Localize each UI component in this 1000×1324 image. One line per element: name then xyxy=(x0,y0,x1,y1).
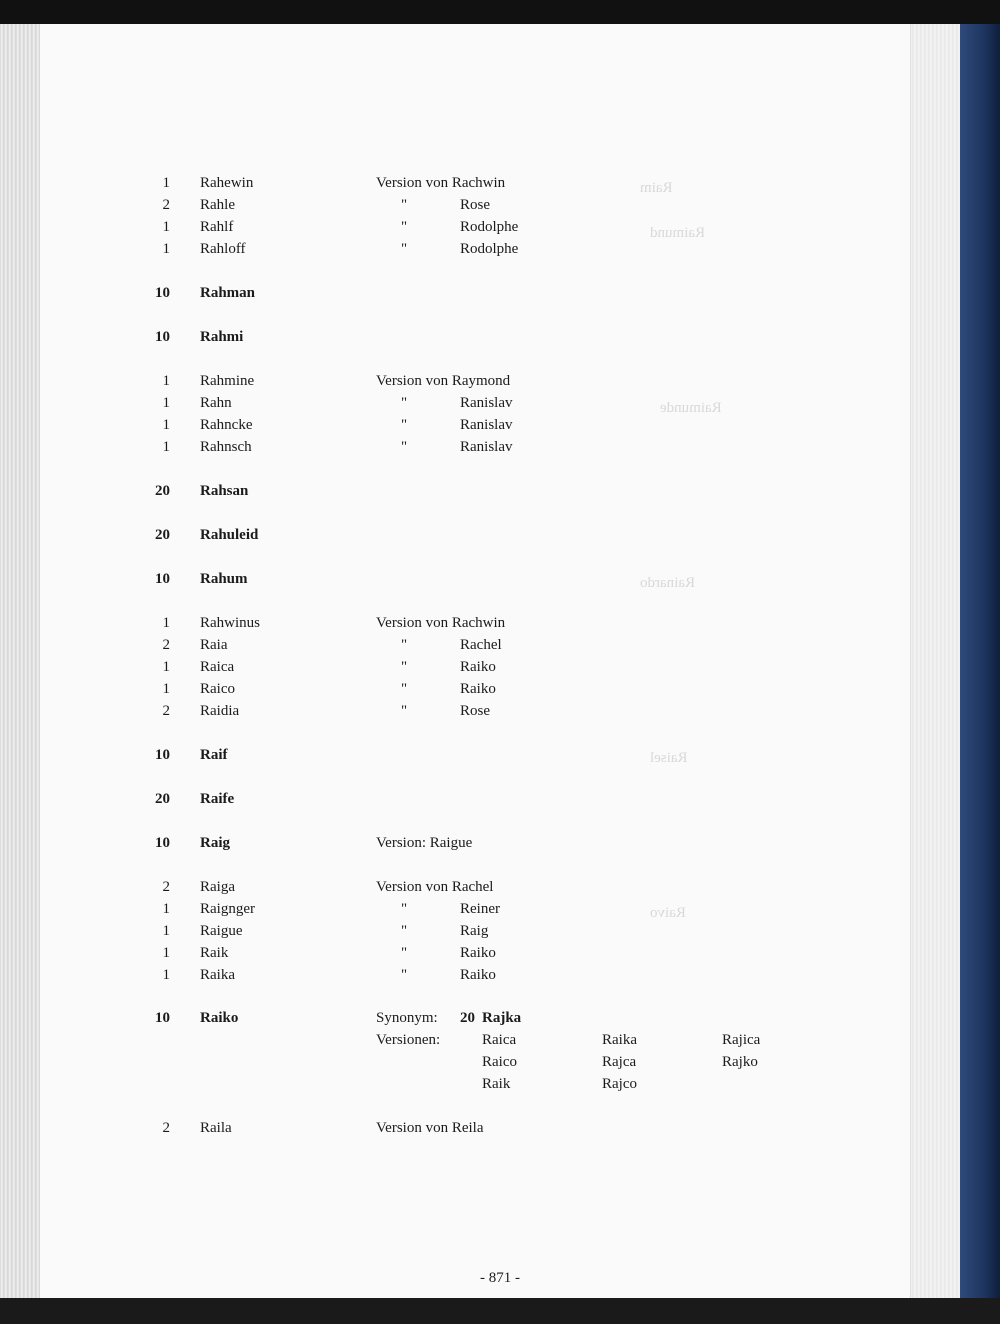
entry-row xyxy=(0,172,1000,194)
entry-variant: Rodolphe xyxy=(460,241,519,257)
version-name: Rajca xyxy=(602,1054,637,1070)
entry-name: Raica xyxy=(200,659,235,675)
entry-name: Raidia xyxy=(200,703,240,719)
entry-count: 1 xyxy=(162,659,170,675)
entry-name: Raig xyxy=(200,835,230,851)
ditto-mark: " xyxy=(401,395,408,411)
entry-row xyxy=(0,656,1000,678)
entry-count: 20 xyxy=(155,791,170,807)
version-name: Raico xyxy=(482,1054,517,1070)
entry-count: 2 xyxy=(162,879,170,895)
entry-row xyxy=(0,480,1000,502)
entry-row xyxy=(0,1117,1000,1139)
entry-row xyxy=(0,568,1000,590)
entry-row xyxy=(0,238,1000,260)
entry-name: Rahloff xyxy=(200,241,246,257)
entry-name: Rahlf xyxy=(200,219,234,235)
version-name: Raika xyxy=(602,1032,637,1048)
entry-row xyxy=(0,194,1000,216)
entry-description: Version von Rachel xyxy=(376,879,494,895)
entry-name: Raika xyxy=(200,967,235,983)
entry-name: Raif xyxy=(200,747,228,763)
entry-name: Raigue xyxy=(200,923,243,939)
entry-row xyxy=(0,964,1000,986)
entry-row xyxy=(0,436,1000,458)
entry-name: Rahum xyxy=(200,571,248,587)
entry-name: Raia xyxy=(200,637,228,653)
entry-name: Raico xyxy=(200,681,235,697)
entry-variant: Rodolphe xyxy=(460,219,519,235)
entry-name: Raignger xyxy=(200,901,255,917)
entry-count: 2 xyxy=(162,1120,170,1136)
entry-description: Synonym: xyxy=(376,1010,438,1026)
version-name: Raica xyxy=(482,1032,517,1048)
entry-variant: Raiko xyxy=(460,967,496,983)
entry-name: Rahnsch xyxy=(200,439,252,455)
entry-name: Raife xyxy=(200,791,235,807)
ditto-mark: " xyxy=(401,923,408,939)
entry-variant: Rose xyxy=(460,197,490,213)
entry-name: Raila xyxy=(200,1120,232,1136)
entry-name: Raiko xyxy=(200,1010,239,1026)
versionen-col1 xyxy=(482,1029,517,1095)
ditto-mark: " xyxy=(401,439,408,455)
entry-count: 10 xyxy=(155,571,170,587)
entry-row xyxy=(0,788,1000,810)
synonym-name: Rajka xyxy=(482,1010,522,1026)
version-name: Rajica xyxy=(722,1032,761,1048)
entry-row xyxy=(0,744,1000,766)
versionen-col3 xyxy=(722,1029,760,1073)
entry-variant: Ranislav xyxy=(460,417,513,433)
entry-count: 1 xyxy=(162,241,170,257)
entry-count: 1 xyxy=(162,967,170,983)
entry-variant: Rose xyxy=(460,703,490,719)
entry-count: 1 xyxy=(162,901,170,917)
entry-name: Rahncke xyxy=(200,417,253,433)
entry-row xyxy=(0,898,1000,920)
version-name: Rajko xyxy=(722,1054,758,1070)
version-name: Rajco xyxy=(602,1076,637,1092)
entry-name: Rahwinus xyxy=(200,615,260,631)
entry-row xyxy=(0,634,1000,656)
ditto-mark: " xyxy=(401,901,408,917)
entry-count: 10 xyxy=(155,329,170,345)
entry-row xyxy=(0,942,1000,964)
entry-count: 1 xyxy=(162,417,170,433)
entry-count: 10 xyxy=(155,285,170,301)
entry-row xyxy=(0,326,1000,348)
entry-count: 1 xyxy=(162,945,170,961)
entry-variant: Rachel xyxy=(460,637,502,653)
entry-name: Rahle xyxy=(200,197,235,213)
entry-description: Version: Raigue xyxy=(376,835,473,851)
entry-count: 2 xyxy=(162,197,170,213)
entry-name: Raik xyxy=(200,945,229,961)
ditto-mark: " xyxy=(401,659,408,675)
ditto-mark: " xyxy=(401,241,408,257)
entry-name: Rahewin xyxy=(200,175,254,191)
versionen-col2 xyxy=(602,1029,637,1095)
entry-variant: Ranislav xyxy=(460,395,513,411)
raiko-synonym-row xyxy=(0,1007,1000,1029)
entry-count: 1 xyxy=(162,219,170,235)
entry-count: 1 xyxy=(162,395,170,411)
entry-name: Rahuleid xyxy=(200,527,259,543)
entry-count: 2 xyxy=(162,637,170,653)
entry-name: Rahmi xyxy=(200,329,244,345)
entry-row xyxy=(0,678,1000,700)
entry-description: Version von Raymond xyxy=(376,373,511,389)
entry-variant: Raiko xyxy=(460,945,496,961)
entry-variant: Raiko xyxy=(460,659,496,675)
entry-count: 1 xyxy=(162,615,170,631)
entry-name: Raiga xyxy=(200,879,235,895)
entry-variant: Reiner xyxy=(460,901,500,917)
entry-variant: Raig xyxy=(460,923,489,939)
entry-name: Rahn xyxy=(200,395,232,411)
entry-count: 1 xyxy=(162,681,170,697)
entry-count: 1 xyxy=(162,439,170,455)
entry-row xyxy=(0,700,1000,722)
entry-row xyxy=(0,216,1000,238)
entry-variant: Raiko xyxy=(460,681,496,697)
entry-row xyxy=(0,524,1000,546)
entry-row xyxy=(0,392,1000,414)
entry-count: 20 xyxy=(155,483,170,499)
entry-name: Rahman xyxy=(200,285,256,301)
entry-row xyxy=(0,370,1000,392)
entry-count: 20 xyxy=(155,527,170,543)
entry-count: 1 xyxy=(162,923,170,939)
ditto-mark: " xyxy=(401,197,408,213)
synonym-count: 20 xyxy=(460,1010,475,1026)
entry-description: Version von Reila xyxy=(376,1120,484,1136)
entry-description: Version von Rachwin xyxy=(376,175,506,191)
entry-name: Rahmine xyxy=(200,373,255,389)
book-photo: Raim Raimund Raimunde Rainardo Raisel Raivo 1 Rahewin Version von Rachwin 2 Rahle " Rose 1 Rahlf " Rodolphe 1 Rahloff " Rodolphe 10 Rahman 10 Rahmi 1 Rahmine Version von Raymond 1 Rahn " Ranislav 1 Rahncke " Ranislav 1 Rahnsch " Ranislav 20 Rahsan 20 Rahuleid 10 Rahum 1 Rahwinus Version von Rachwin 2 Raia " Rachel 1 Raica " Raiko 1 Raico " Raiko 2 Raidia " Rose 10 Raif 20 Raife 10 Raig Version: Raigue 2 Raiga Version von Rachel 1 Raignger " Reiner 1 Raigue " Raig 1 Raik " Raiko 1 Raika " Raiko 10 Raiko Synonym: 2 Raila Version von Reila 20 Rajka Versionen: Raica Raico Raik Raika Rajca Rajco Rajica Rajko - 871 - xyxy=(0,0,1000,1324)
ditto-mark: " xyxy=(401,637,408,653)
entry-row xyxy=(0,612,1000,634)
entry-count: 10 xyxy=(155,747,170,763)
entry-count: 2 xyxy=(162,703,170,719)
entry-name: Rahsan xyxy=(200,483,249,499)
entry-row xyxy=(0,876,1000,898)
version-name: Raik xyxy=(482,1076,511,1092)
page-number: - 871 - xyxy=(480,1270,520,1286)
ditto-mark: " xyxy=(401,219,408,235)
entry-description: Version von Rachwin xyxy=(376,615,506,631)
ditto-mark: " xyxy=(401,681,408,697)
entry-row xyxy=(0,282,1000,304)
ditto-mark: " xyxy=(401,945,408,961)
entry-row xyxy=(0,414,1000,436)
entry-row xyxy=(0,832,1000,854)
entry-count: 1 xyxy=(162,175,170,191)
entry-count: 10 xyxy=(155,1010,170,1026)
entry-count: 1 xyxy=(162,373,170,389)
entry-variant: Ranislav xyxy=(460,439,513,455)
entry-row xyxy=(0,920,1000,942)
ditto-mark: " xyxy=(401,703,408,719)
ditto-mark: " xyxy=(401,417,408,433)
entry-count: 10 xyxy=(155,835,170,851)
ditto-mark: " xyxy=(401,967,408,983)
versionen-label: Versionen: xyxy=(376,1032,441,1048)
